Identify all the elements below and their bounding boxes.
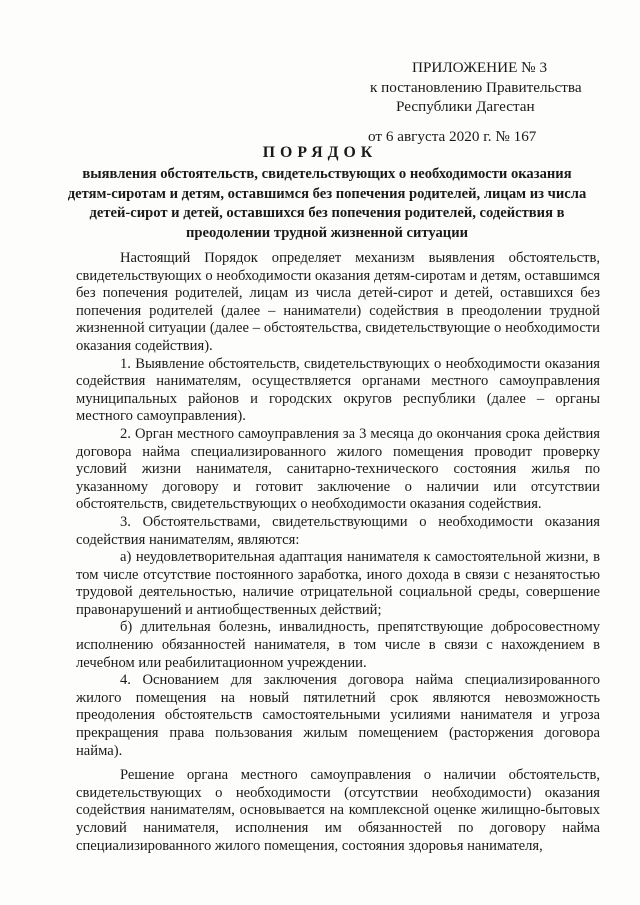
appendix-republic: Республики Дагестан: [396, 98, 535, 115]
appendix-date: от 6 августа 2020 г. № 167: [368, 127, 537, 145]
appendix-header: [360, 58, 600, 146]
paragraph-3b: б) длительная болезнь, инвалидность, препятствующие добросовестному исполнению обязанностей нанимателя, в том числе в связи с нахождением в лечебном или реабилитационном учреждении.: [76, 619, 600, 671]
appendix-number: ПРИЛОЖЕНИЕ № 3: [412, 59, 548, 76]
document-body: [76, 250, 600, 855]
paragraph-intro: Настоящий Порядок определяет механизм выявления обстоятельств, свидетельствующих о необходимости оказания детям-сиротам и детям, оставшимся без попечения родителей, лицам из числа детей-сирот и детей, оставшихся без попечения родителей (далее – наниматели) содействия в преодолении трудной жизненной ситуации (далее – обстоятельства, свидетельствующие о необходимости оказания содействия).: [76, 250, 600, 354]
document-title: ПОРЯДОК: [262, 144, 378, 161]
document-subtitle: выявления обстоятельств, свидетельствующих о необходимости оказания детям-сиротам и детям, оставшимся без попечения родителей, лицам из числа детей-сирот и детей, оставшихся без попечения родителей, содействия в преодолении трудной жизненной ситуации: [67, 166, 587, 241]
paragraph-1: 1. Выявление обстоятельств, свидетельствующих о необходимости оказания содействия нанимателям, осуществляется органами местного самоуправления муниципальных районов и городских округов республики (далее – органы местного самоуправления).: [76, 355, 600, 425]
paragraph-3a: а) неудовлетворительная адаптация нанимателя к самостоятельной жизни, в том числе отсутствие постоянного заработка, иного дохода в связи с незанятостью трудовой деятельностью, наличие отрицательной социальной среды, совершение правонарушений и антиобщественных действий;: [76, 549, 600, 618]
paragraph-4: 4. Основанием для заключения договора найма специализированного жилого помещения на новый пятилетний срок являются невозможность преодоления обстоятельств самостоятельными усилиями нанимателя и угроза прекращения права пользования жилым помещением (расторжения договора найма).: [76, 672, 600, 759]
paragraph-3: 3. Обстоятельствами, свидетельствующими о необходимости оказания содействия нанимателям, являются:: [76, 513, 600, 548]
appendix-reference: к постановлению Правительства: [370, 78, 582, 96]
paragraph-2: 2. Орган местного самоуправления за 3 месяца до окончания срока действия договора найма специализированного жилого помещения проводит проверку условий жизни нанимателя, санитарно-технического состояния жилья по указанному договору и готовит заключение о наличии или отсутствии обстоятельств, свидетельствующих о необходимости оказания содействия.: [76, 425, 600, 513]
paragraph-decision: Решение органа местного самоуправления о наличии обстоятельств, свидетельствующих о необходимости (отсутствии необходимости) оказания содействия нанимателям, основывается на комплексной оценке жилищно-бытовых условий нанимателя, исполнения им обязанностей по договору найма специализированного жилого помещения, состояния здоровья нанимателя,: [76, 767, 600, 854]
